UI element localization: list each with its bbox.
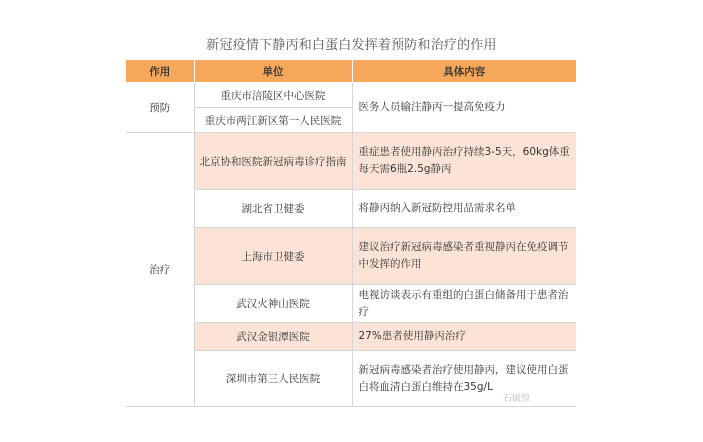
unit-cell: 武汉火神山医院 — [194, 285, 352, 323]
table-row — [126, 83, 576, 108]
header-content: 具体内容 — [352, 60, 576, 83]
unit-cell: 上海市卫健委 — [194, 228, 352, 285]
content-cell: 建议治疗新冠病毒感染者重视静丙在免疫调节中发挥的作用 — [352, 228, 576, 285]
unit-cell: 深圳市第三人民医院 — [194, 351, 352, 407]
watermark-text: 石破惊 — [503, 394, 531, 404]
role-treatment: 治疗 — [126, 133, 194, 407]
unit-cell: 武汉金银潭医院 — [194, 323, 352, 351]
data-table — [126, 60, 576, 407]
role-prevention: 预防 — [126, 83, 194, 133]
header-unit: 单位 — [194, 60, 352, 83]
table-row — [126, 323, 576, 351]
table-row — [126, 285, 576, 323]
content-cell: 27%患者使用静丙治疗 — [352, 323, 576, 351]
table-title: 新冠疫情下静丙和白蛋白发挥着预防和治疗的作用 — [206, 38, 497, 53]
content-cell: 医务人员输注静丙一提高免疫力 — [352, 83, 576, 133]
content-cell: 重症患者使用静丙治疗持续3-5天，60kg体重每天需6瓶2.5g静丙 — [352, 133, 576, 190]
content-cell: 将静丙纳入新冠防控用品需求名单 — [352, 190, 576, 228]
table-row — [126, 228, 576, 285]
table-row — [126, 133, 576, 190]
unit-cell: 北京协和医院新冠病毒诊疗指南 — [194, 133, 352, 190]
header-role: 作用 — [126, 60, 194, 83]
unit-cell: 重庆市两江新区第一人民医院 — [194, 108, 352, 133]
header-row — [126, 60, 576, 83]
table-row — [126, 190, 576, 228]
unit-cell: 湖北省卫健委 — [194, 190, 352, 228]
content-cell: 电视访谈表示有重组的白蛋白储备用于患者治疗 — [352, 285, 576, 323]
unit-cell: 重庆市涪陵区中心医院 — [194, 83, 352, 108]
content-cell: 新冠病毒感染者治疗使用静丙，建议使用白蛋白将血清白蛋白维持在35g/L — [352, 351, 576, 407]
